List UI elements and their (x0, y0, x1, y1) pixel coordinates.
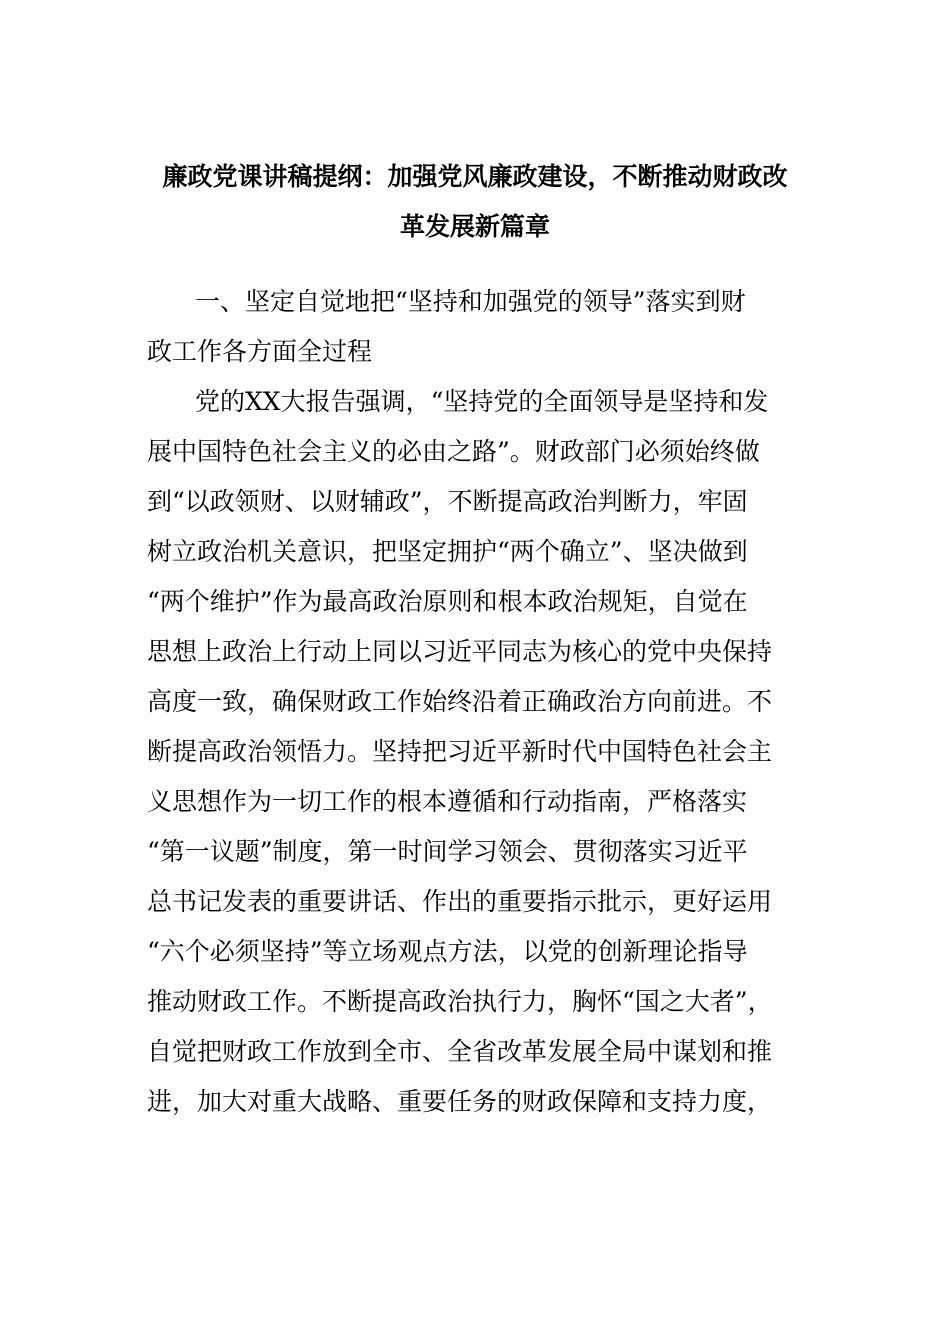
body-text-line: “第一议题”制度，第一时间学习领会、贯彻落实习近平 (147, 837, 748, 866)
section-heading-line-2: 政工作各方面全过程 (147, 337, 373, 366)
body-text-line: 展中国特色社会主义的必由之路”。财政部门必须始终做 (147, 437, 760, 466)
body-text-line: 断提高政治领悟力。坚持把习近平新时代中国特色社会主 (147, 737, 773, 766)
body-text-line: 义思想作为一切工作的根本遵循和行动指南，严格落实 (147, 787, 748, 816)
body-text-line: 高度一致，确保财政工作始终沿着正确政治方向前进。不 (147, 687, 773, 716)
body-text-line: 自觉把财政工作放到全市、全省改革发展全局中谋划和推 (147, 1037, 773, 1066)
body-text-line: 树立政治机关意识，把坚定拥护“两个确立”、坚决做到 (147, 537, 748, 566)
document-title-line-2: 革发展新篇章 (399, 212, 550, 241)
body-text-line: 总书记发表的重要讲话、作出的重要指示批示，更好运用 (147, 887, 773, 916)
body-text-line: 推动财政工作。不断提高政治执行力，胸怀“国之大者”， (147, 987, 773, 1016)
body-text-line: 进，加大对重大战略、重要任务的财政保障和支持力度， (147, 1087, 773, 1116)
document-title-line-1: 廉政党课讲稿提纲：加强党风廉政建设，不断推动财政改 (162, 162, 788, 191)
body-text-line: “六个必须坚持”等立场观点方法，以党的创新理论指导 (147, 937, 748, 966)
section-heading-line-1: 一、坚定自觉地把“坚持和加强党的领导”落实到财 (195, 287, 746, 316)
body-text-line: “两个维护”作为最高政治原则和根本政治规矩，自觉在 (147, 587, 748, 616)
body-text-line: 思想上政治上行动上同以习近平同志为核心的党中央保持 (147, 637, 773, 666)
body-text-line: 党的XX大报告强调，“坚持党的全面领导是坚持和发 (195, 387, 769, 416)
body-text-line: 到“以政领财、以财辅政”，不断提高政治判断力，牢固 (147, 487, 748, 516)
